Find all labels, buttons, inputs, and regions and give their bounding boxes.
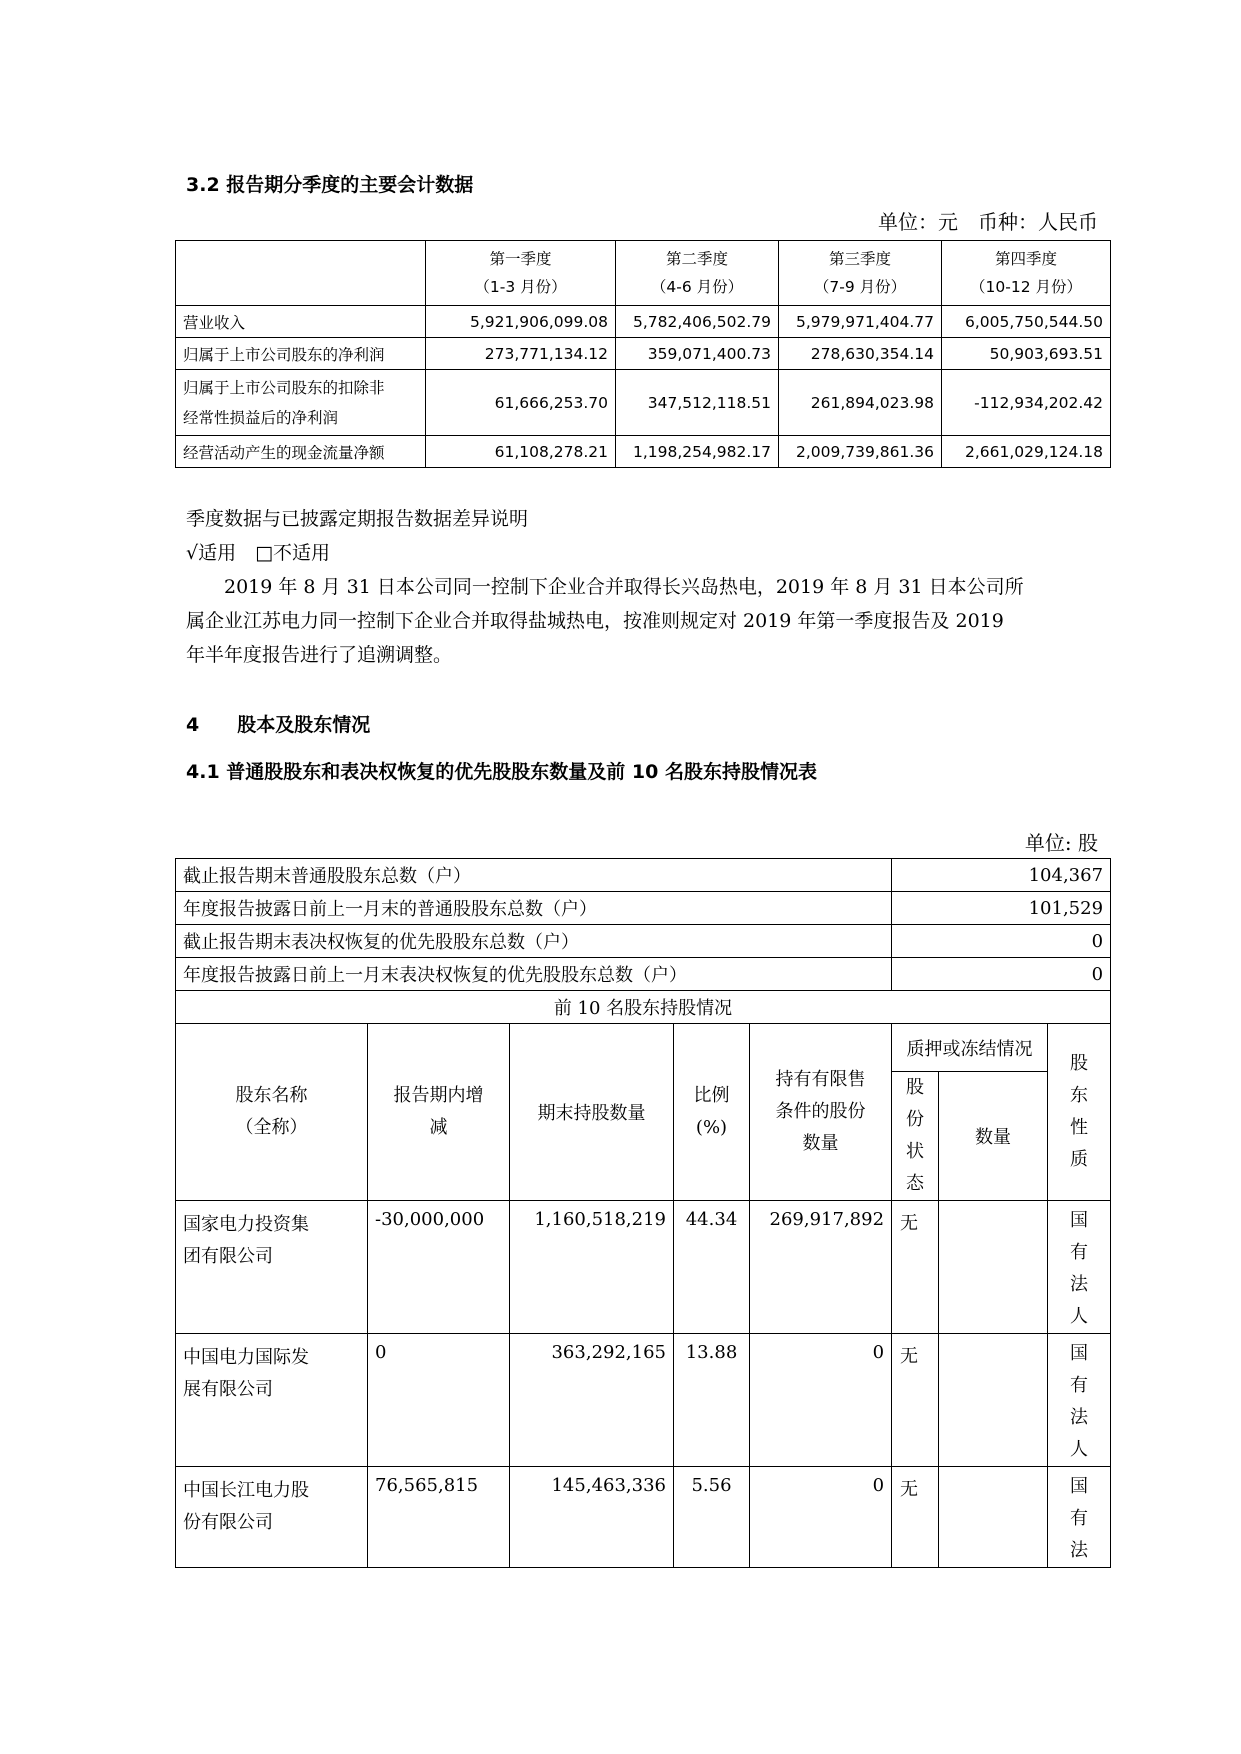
summary-label: 年度报告披露日前上一月末的普通股股东总数（户） (176, 892, 892, 925)
col-header-restricted: 持有有限售 条件的股份 数量 (750, 1024, 892, 1201)
cell-value: 50,903,693.51 (942, 338, 1111, 370)
unit-label: 单位：元 币种：人民币 (878, 210, 1098, 234)
col-header-status: 股 份 状 态 (892, 1072, 939, 1201)
cell-value: 61,666,253.70 (426, 370, 616, 436)
summary-value: 101,529 (892, 892, 1111, 925)
summary-row (176, 925, 1111, 958)
top10-title: 前 10 名股东持股情况 (176, 991, 1111, 1024)
holder-change: -30,000,000 (368, 1201, 510, 1334)
summary-value: 104,367 (892, 859, 1111, 892)
holder-nature: 国 有 法 (1048, 1467, 1111, 1568)
header-q3: 第三季度 （7-9 月份） (779, 241, 942, 306)
holder-change: 76,565,815 (368, 1467, 510, 1568)
applicable-options: √适用 □不适用 (186, 542, 331, 564)
row-label: 经营活动产生的现金流量净额 (176, 436, 426, 468)
holder-ratio: 5.56 (674, 1467, 750, 1568)
holder-name: 中国电力国际发 展有限公司 (176, 1334, 368, 1467)
row-label: 营业收入 (176, 306, 426, 338)
cell-value: 273,771,134.12 (426, 338, 616, 370)
col-header-pledge: 质押或冻结情况 (892, 1024, 1048, 1072)
difference-paragraph: 2019 年 8 月 31 日本公司同一控制下企业合并取得长兴岛热电，2019 年 8 月 31 日本公司所 属企业江苏电力同一控制下企业合并取得盐城热电，按准则规定对 2019 年第一季度报告及 2019 年半年度报告进行了追溯调整。 (186, 576, 1024, 666)
column-header-row (176, 1024, 1111, 1072)
holder-shares: 1,160,518,219 (510, 1201, 674, 1334)
cell-value: -112,934,202.42 (942, 370, 1111, 436)
shareholders-table (175, 858, 1111, 1568)
table-row (176, 370, 1111, 436)
holder-restricted: 269,917,892 (750, 1201, 892, 1334)
col-header-name: 股东名称 （全称） (176, 1024, 368, 1201)
summary-label: 截止报告期末表决权恢复的优先股股东总数（户） (176, 925, 892, 958)
holder-status: 无 (892, 1334, 939, 1467)
holder-qty (939, 1334, 1048, 1467)
summary-value: 0 (892, 958, 1111, 991)
table-row (176, 338, 1111, 370)
cell-value: 5,979,971,404.77 (779, 306, 942, 338)
quarterly-data-table (175, 240, 1111, 468)
table-row (176, 306, 1111, 338)
header-q4: 第四季度 （10-12 月份） (942, 241, 1111, 306)
holder-name: 国家电力投资集 团有限公司 (176, 1201, 368, 1334)
diff-title: 季度数据与已披露定期报告数据差异说明 (186, 508, 529, 530)
holder-status: 无 (892, 1467, 939, 1568)
table-row (176, 1467, 1111, 1568)
holder-shares: 363,292,165 (510, 1334, 674, 1467)
table-row (176, 1334, 1111, 1467)
summary-row (176, 859, 1111, 892)
cell-value: 278,630,354.14 (779, 338, 942, 370)
col-header-ratio: 比例 (%) (674, 1024, 750, 1201)
holder-change: 0 (368, 1334, 510, 1467)
section-title-4-1: 4.1 普通股股东和表决权恢复的优先股股东数量及前 10 名股东持股情况表 (186, 761, 817, 783)
table-row (176, 436, 1111, 468)
holder-name: 中国长江电力股 份有限公司 (176, 1467, 368, 1568)
holder-ratio: 13.88 (674, 1334, 750, 1467)
col-header-nature: 股 东 性 质 (1048, 1024, 1111, 1201)
section-title-4: 4 股本及股东情况 (186, 714, 371, 736)
table-header-row (176, 241, 1111, 306)
holder-qty (939, 1201, 1048, 1334)
cell-value: 6,005,750,544.50 (942, 306, 1111, 338)
summary-label: 截止报告期末普通股股东总数（户） (176, 859, 892, 892)
holder-nature: 国 有 法 人 (1048, 1201, 1111, 1334)
cell-value: 5,782,406,502.79 (616, 306, 779, 338)
holder-status: 无 (892, 1201, 939, 1334)
col-header-shares: 期末持股数量 (510, 1024, 674, 1201)
holder-qty (939, 1467, 1048, 1568)
col-header-qty: 数量 (939, 1072, 1048, 1201)
header-q1: 第一季度 （1-3 月份） (426, 241, 616, 306)
cell-value: 2,661,029,124.18 (942, 436, 1111, 468)
unit-label-shares: 单位: 股 (1024, 831, 1098, 855)
cell-value: 5,921,906,099.08 (426, 306, 616, 338)
header-q2: 第二季度 （4-6 月份） (616, 241, 779, 306)
summary-row (176, 892, 1111, 925)
summary-row (176, 958, 1111, 991)
col-header-change: 报告期内增 减 (368, 1024, 510, 1201)
cell-value: 261,894,023.98 (779, 370, 942, 436)
cell-value: 61,108,278.21 (426, 436, 616, 468)
header-blank (176, 241, 426, 306)
holder-restricted: 0 (750, 1467, 892, 1568)
holder-restricted: 0 (750, 1334, 892, 1467)
cell-value: 1,198,254,982.17 (616, 436, 779, 468)
summary-value: 0 (892, 925, 1111, 958)
summary-label: 年度报告披露日前上一月末表决权恢复的优先股股东总数（户） (176, 958, 892, 991)
section-title-3-2: 3.2 报告期分季度的主要会计数据 (186, 174, 474, 196)
row-label: 归属于上市公司股东的净利润 (176, 338, 426, 370)
holder-ratio: 44.34 (674, 1201, 750, 1334)
row-label: 归属于上市公司股东的扣除非 经常性损益后的净利润 (176, 370, 426, 436)
cell-value: 347,512,118.51 (616, 370, 779, 436)
top10-title-row (176, 991, 1111, 1024)
holder-nature: 国 有 法 人 (1048, 1334, 1111, 1467)
table-row (176, 1201, 1111, 1334)
holder-shares: 145,463,336 (510, 1467, 674, 1568)
cell-value: 359,071,400.73 (616, 338, 779, 370)
cell-value: 2,009,739,861.36 (779, 436, 942, 468)
